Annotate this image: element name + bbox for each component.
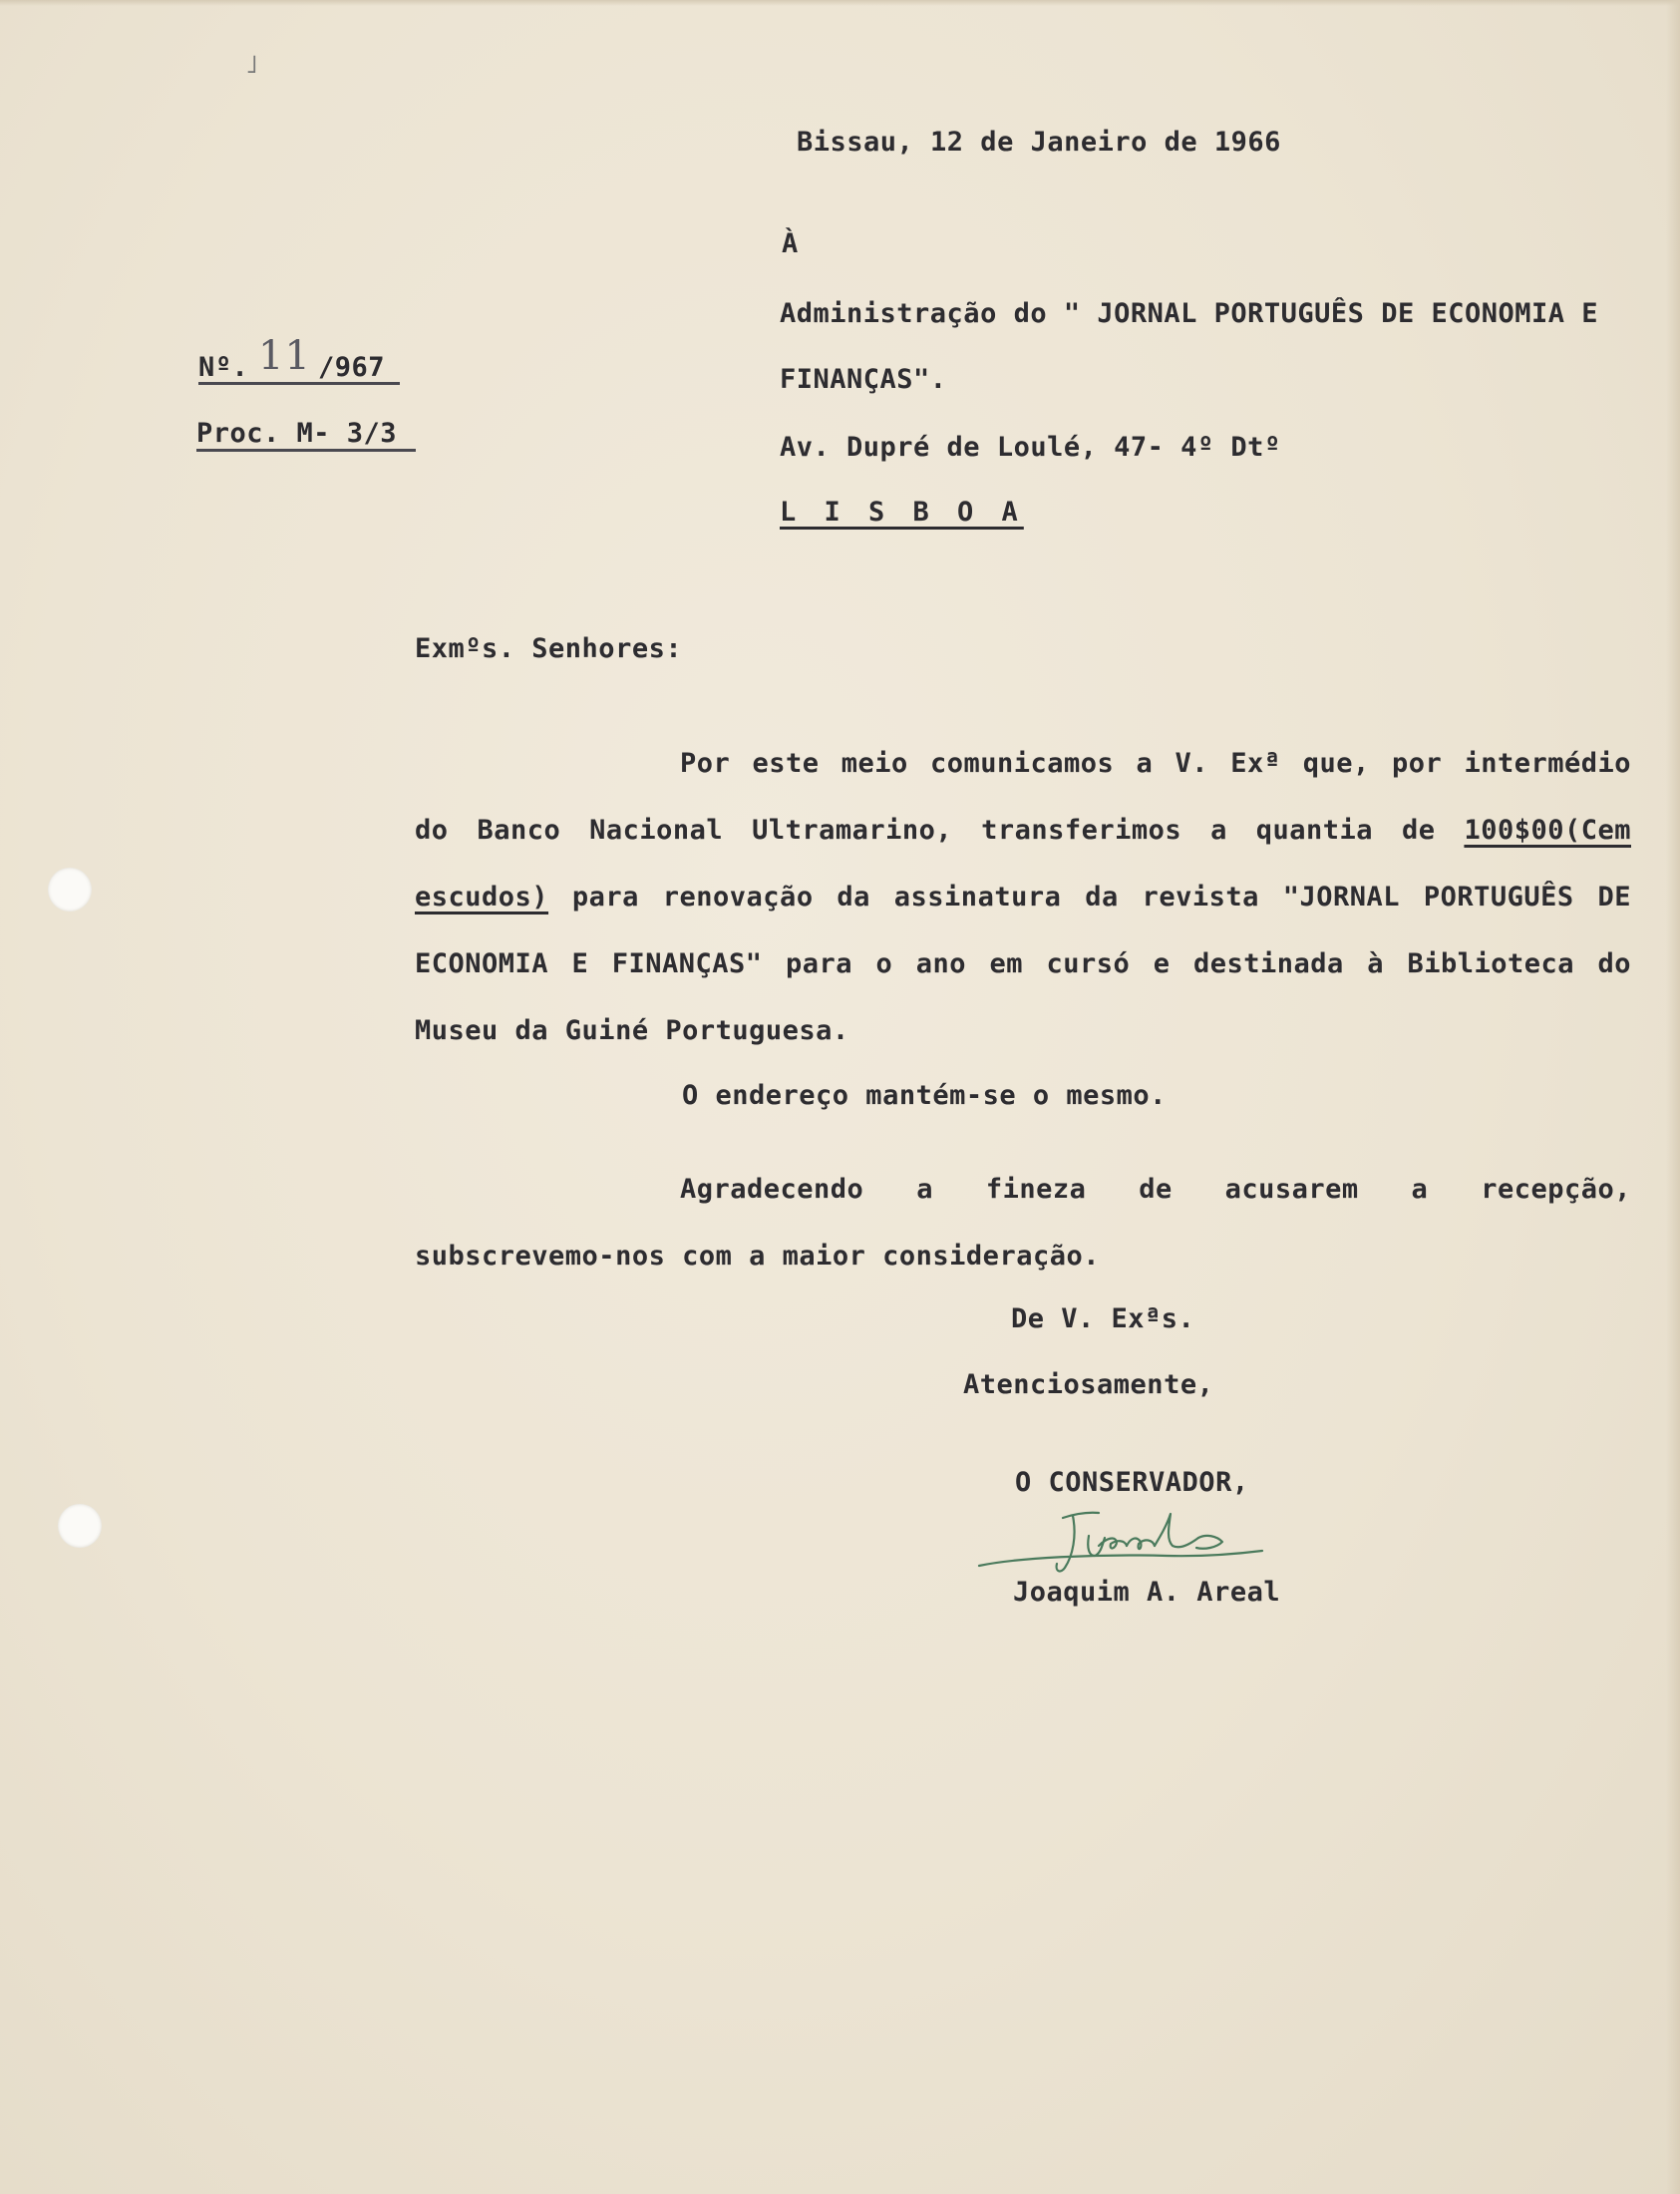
recipient-a-marker: À — [782, 228, 799, 259]
transfer-amount: 100$00(Cem escudos) — [415, 815, 1631, 913]
paragraph-1-text-end: para renovação da assinatura da revista "JORNAL PORTUGUÊS DE ECONOMIA E FINANÇAS" para o ano em cursó e destinada à Biblioteca do Museu da Guiné Portuguesa. — [415, 882, 1631, 1046]
paper-edge-top — [0, 0, 1680, 6]
punch-hole-bottom — [58, 1504, 102, 1548]
place-date: Bissau, 12 de Janeiro de 1966 — [797, 127, 1281, 158]
reference-number-underline — [198, 382, 400, 385]
closing-line2: Atenciosamente, — [963, 1369, 1214, 1400]
process-reference-underline — [196, 449, 416, 452]
closing-line1: De V. Exªs. — [1011, 1303, 1195, 1334]
process-reference: Proc. M- 3/3 — [196, 418, 398, 449]
paper-edge-right — [1666, 0, 1680, 2194]
recipient-line1: Administração do " JORNAL PORTUGUÊS DE ECONOMIA E — [780, 298, 1599, 329]
punch-hole-top — [48, 868, 92, 912]
reference-number-suffix: /967 — [318, 352, 386, 383]
body-paragraph-3 — [415, 1156, 1631, 1289]
body-paragraph-2: O endereço mantém-se o mesmo. — [682, 1080, 1167, 1111]
recipient-address: Av. Dupré de Loulé, 47- 4º Dtº — [780, 432, 1281, 463]
salutation: Exmºs. Senhores: — [415, 633, 683, 664]
body-paragraph-1 — [415, 730, 1631, 1064]
reference-number-prefix: Nº. — [198, 352, 249, 383]
signatory-name: Joaquim A. Areal — [1013, 1577, 1281, 1608]
pencil-mark: ˩ — [245, 50, 258, 80]
paragraph-1-text-start: Por este meio comunicamos a V. Exª que, por intermédio do Banco Nacional Ultramarino, transferimos a quantia de — [415, 748, 1631, 846]
reference-number-handwritten: 11 — [258, 333, 311, 379]
recipient-city: L I S B O A — [780, 497, 1024, 528]
paragraph-3-text: Agradecendo a fineza de acusarem a recepção, subscrevemo-nos com a maior consideração. — [415, 1174, 1631, 1272]
signatory-title: O CONSERVADOR, — [1015, 1467, 1249, 1498]
recipient-line2: FINANÇAS". — [780, 364, 947, 395]
